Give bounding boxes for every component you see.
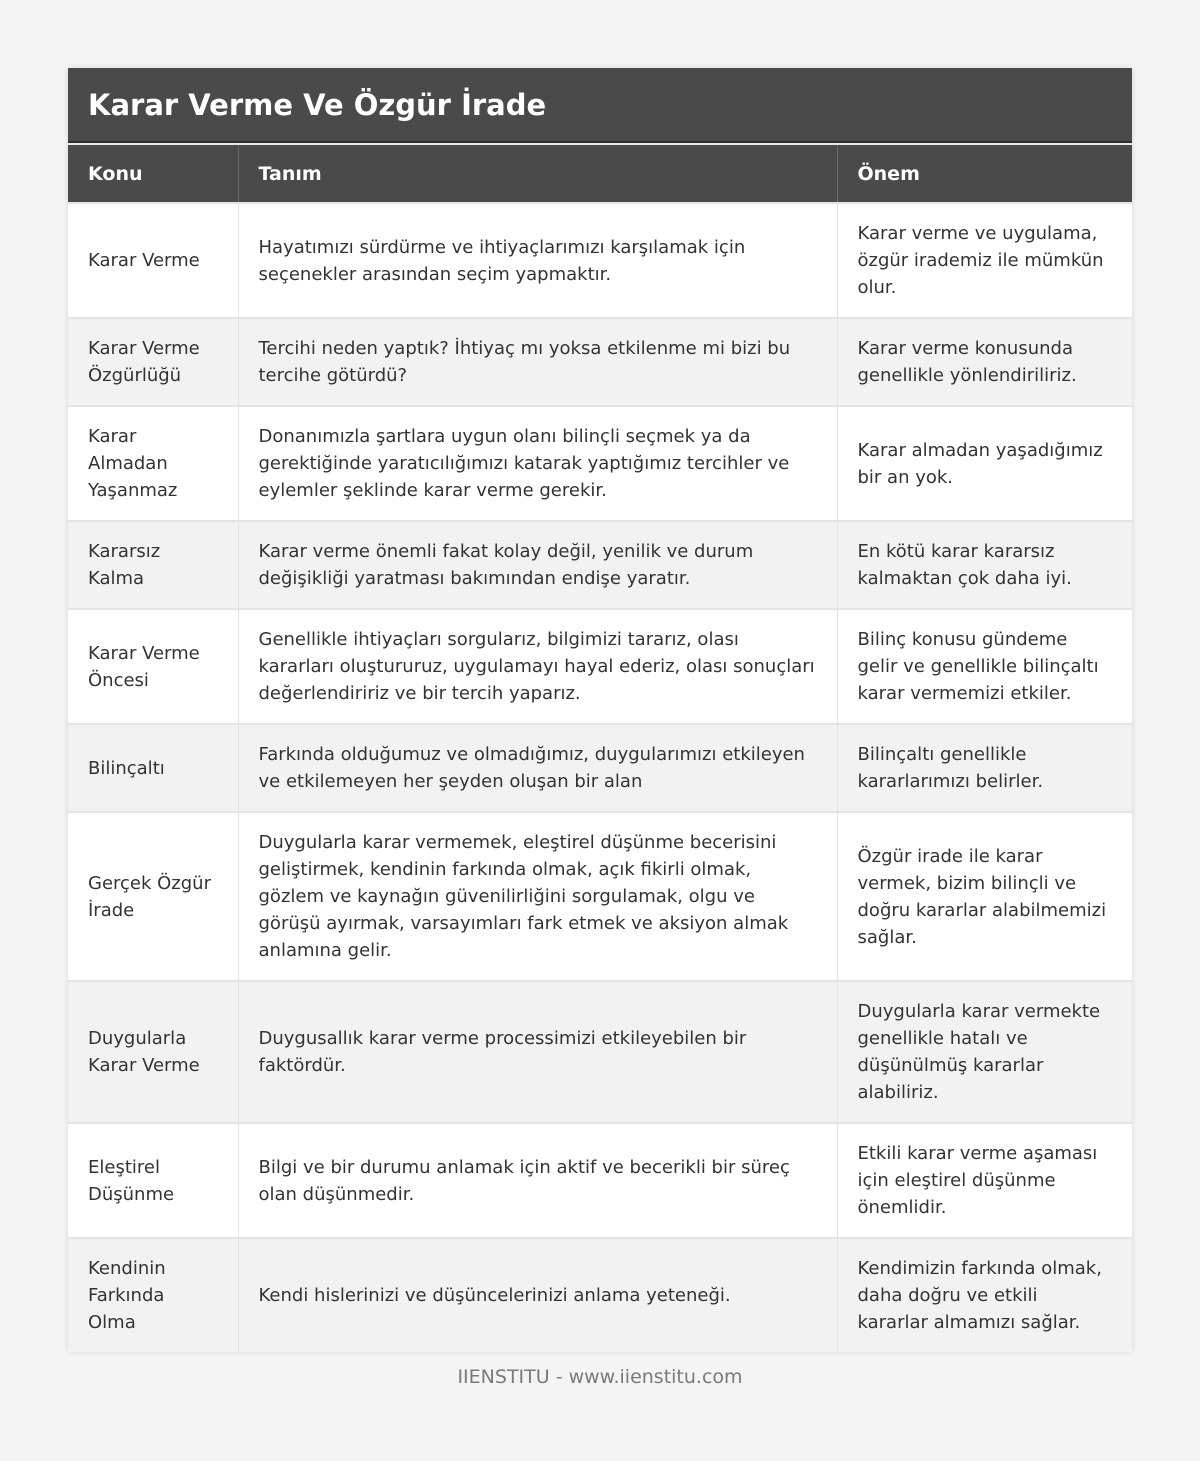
table-row (68, 521, 1132, 609)
cell-onem: En kötü karar kararsız kalmaktan çok daha iyi. (837, 521, 1132, 609)
cell-onem: Kendimizin farkında olmak, daha doğru ve etkili kararlar almamızı sağlar. (837, 1238, 1132, 1352)
table-row (68, 406, 1132, 521)
table-row (68, 318, 1132, 406)
cell-konu: Karar Verme (68, 203, 238, 318)
cell-konu: Eleştirel Düşünme (68, 1123, 238, 1238)
table-row (68, 981, 1132, 1123)
cell-tanim: Tercihi neden yaptık? İhtiyaç mı yoksa etkilenme mi bizi bu tercihe götürdü? (238, 318, 837, 406)
cell-onem: Karar verme ve uygulama, özgür irademiz ile mümkün olur. (837, 203, 1132, 318)
cell-tanim: Duygularla karar vermemek, eleştirel düşünme becerisini geliştirmek, kendinin farkında olmak, açık fikirli olmak, gözlem ve kaynağın güvenilirliğini sorgulamak, olgu ve görüşü ayırmak, varsayımları fark etmek ve aksiyon almak anlamına gelir. (238, 812, 837, 981)
cell-tanim: Duygusallık karar verme processimizi etkileyebilen bir faktördür. (238, 981, 837, 1123)
header-row (68, 144, 1132, 203)
table-row (68, 609, 1132, 724)
cell-tanim: Karar verme önemli fakat kolay değil, yenilik ve durum değişikliği yaratması bakımından endişe yaratır. (238, 521, 837, 609)
cell-konu: Duygularla Karar Verme (68, 981, 238, 1123)
cell-onem: Bilinç konusu gündeme gelir ve genellikle bilinçaltı karar vermemizi etkiler. (837, 609, 1132, 724)
cell-tanim: Genellikle ihtiyaçları sorgularız, bilgimizi tararız, olası kararları oluştururuz, uygulamayı hayal ederiz, olası sonuçları değerlendiririz ve bir tercih yaparız. (238, 609, 837, 724)
cell-konu: Karar Verme Özgürlüğü (68, 318, 238, 406)
page-title: Karar Verme Ve Özgür İrade (68, 68, 1132, 143)
cell-tanim: Donanımızla şartlara uygun olanı bilinçli seçmek ya da gerektiğinde yaratıcılığımızı katarak yaptığımız tercihler ve eylemler şeklinde karar verme gerekir. (238, 406, 837, 521)
cell-tanim: Farkında olduğumuz ve olmadığımız, duygularımızı etkileyen ve etkilemeyen her şeyden oluşan bir alan (238, 724, 837, 812)
column-header-tanim: Tanım (238, 144, 837, 203)
cell-onem: Etkili karar verme aşaması için eleştirel düşünme önemlidir. (837, 1123, 1132, 1238)
table-row (68, 1123, 1132, 1238)
table-card (68, 68, 1132, 1352)
cell-konu: Gerçek Özgür İrade (68, 812, 238, 981)
table-row (68, 812, 1132, 981)
cell-konu: Karar Verme Öncesi (68, 609, 238, 724)
cell-onem: Özgür irade ile karar vermek, bizim bilinçli ve doğru kararlar alabilmemizi sağlar. (837, 812, 1132, 981)
data-table (68, 143, 1132, 1352)
footer-credit: IIENSTITU - www.iienstitu.com (457, 1366, 743, 1388)
column-header-onem: Önem (837, 144, 1132, 203)
cell-konu: Kendinin Farkında Olma (68, 1238, 238, 1352)
cell-konu: Bilinçaltı (68, 724, 238, 812)
table-row (68, 1238, 1132, 1352)
cell-tanim: Hayatımızı sürdürme ve ihtiyaçlarımızı karşılamak için seçenekler arasından seçim yapmaktır. (238, 203, 837, 318)
cell-konu: Kararsız Kalma (68, 521, 238, 609)
cell-tanim: Bilgi ve bir durumu anlamak için aktif ve becerikli bir süreç olan düşünmedir. (238, 1123, 837, 1238)
table-row (68, 203, 1132, 318)
cell-onem: Karar almadan yaşadığımız bir an yok. (837, 406, 1132, 521)
cell-tanim: Kendi hislerinizi ve düşüncelerinizi anlama yeteneği. (238, 1238, 837, 1352)
column-header-konu: Konu (68, 144, 238, 203)
cell-onem: Duygularla karar vermekte genellikle hatalı ve düşünülmüş kararlar alabiliriz. (837, 981, 1132, 1123)
table-row (68, 724, 1132, 812)
cell-konu: Karar Almadan Yaşanmaz (68, 406, 238, 521)
cell-onem: Karar verme konusunda genellikle yönlendiriliriz. (837, 318, 1132, 406)
cell-onem: Bilinçaltı genellikle kararlarımızı belirler. (837, 724, 1132, 812)
